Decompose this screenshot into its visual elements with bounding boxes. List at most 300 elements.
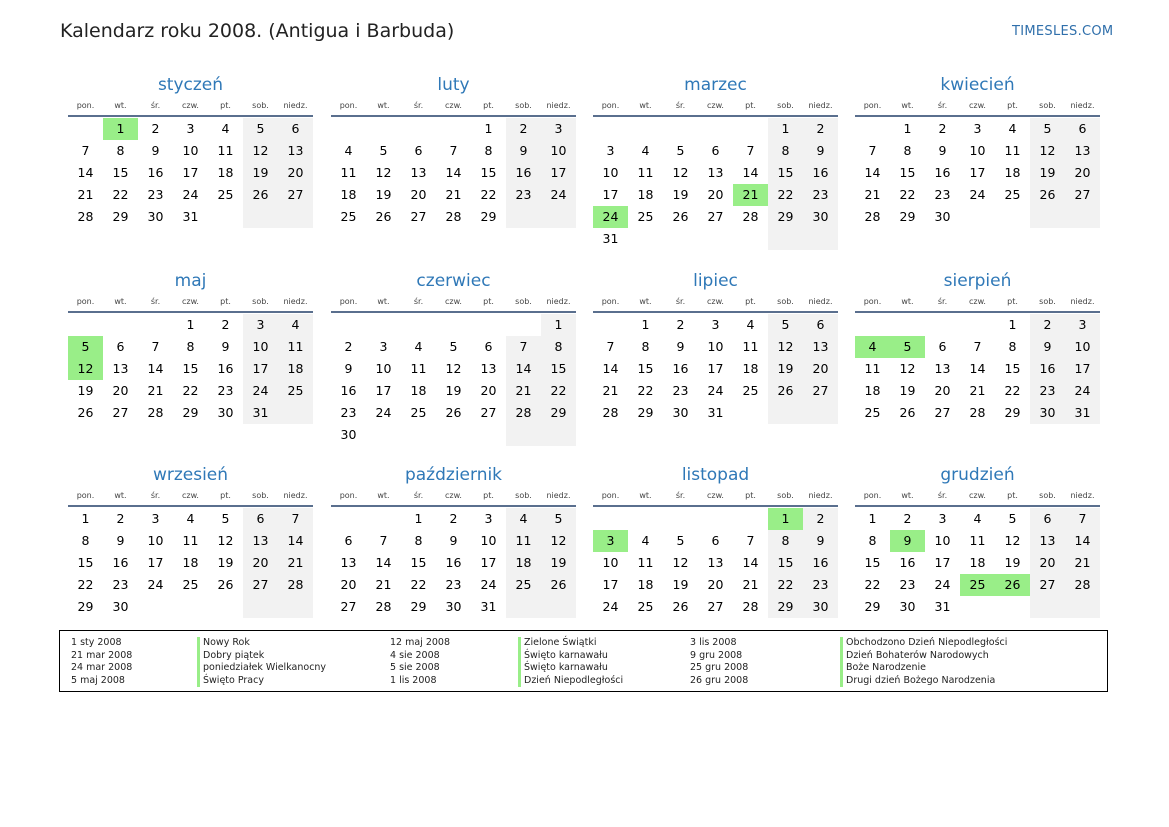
header-divider	[855, 115, 1100, 117]
day-cell: 30	[803, 206, 838, 228]
day-cell: 2	[803, 508, 838, 530]
day-cell: 6	[414, 143, 423, 158]
legend-holiday-name: Święto karnawału	[518, 650, 623, 663]
day-cell: 19	[672, 187, 689, 202]
day-cell: 20	[480, 383, 497, 398]
day-cell: 14	[602, 361, 619, 376]
day-cell: 23	[1030, 380, 1065, 402]
day-cell: 20	[934, 383, 951, 398]
day-cell: 25	[742, 383, 759, 398]
day-cell: 25	[960, 574, 995, 596]
empty-day-cell	[208, 206, 243, 228]
header-divider	[593, 311, 838, 313]
weekday-header	[68, 294, 313, 310]
day-cell: 26	[899, 405, 916, 420]
weekday-header	[593, 488, 838, 504]
weekday-label: śr.	[413, 101, 424, 110]
day-cell: 18	[340, 187, 357, 202]
day-cell: 19	[445, 383, 462, 398]
day-cell: 27	[278, 184, 313, 206]
day-cell: 22	[112, 187, 129, 202]
day-cell: 20	[803, 358, 838, 380]
month-calendar	[331, 72, 576, 228]
day-cell: 16	[803, 162, 838, 184]
day-cell: 19	[768, 358, 803, 380]
legend-holiday-name: Święto karnawału	[518, 662, 623, 675]
day-cell: 21	[278, 552, 313, 574]
day-cell: 23	[445, 577, 462, 592]
day-cell: 22	[410, 577, 427, 592]
days-grid	[593, 508, 838, 618]
weekday-label: śr.	[413, 297, 424, 306]
day-cell: 25	[278, 380, 313, 402]
day-cell: 3	[541, 118, 576, 140]
day-cell: 1	[641, 317, 650, 332]
day-cell: 15	[410, 555, 427, 570]
day-cell: 22	[182, 383, 199, 398]
empty-day-cell	[960, 314, 995, 336]
day-cell: 6	[1030, 508, 1065, 530]
day-cell: 26	[375, 209, 392, 224]
day-cell: 4	[641, 533, 650, 548]
day-cell: 12	[217, 533, 234, 548]
empty-day-cell	[68, 118, 103, 140]
empty-day-cell	[401, 424, 436, 446]
day-cell: 29	[864, 599, 881, 614]
legend-holiday-name: poniedziałek Wielkanocny	[197, 662, 326, 675]
empty-day-cell	[593, 508, 628, 530]
day-cell: 24	[541, 184, 576, 206]
legend-dates-column	[390, 637, 450, 687]
empty-day-cell	[401, 118, 436, 140]
weekday-label: pt.	[483, 297, 494, 306]
day-cell: 30	[934, 209, 951, 224]
day-cell: 21	[147, 383, 164, 398]
day-cell: 7	[746, 143, 755, 158]
day-cell: 12	[68, 358, 103, 380]
day-cell: 7	[506, 336, 541, 358]
weekday-header	[855, 294, 1100, 310]
day-cell: 10	[243, 336, 278, 358]
weekday-label: wt.	[901, 101, 914, 110]
empty-day-cell	[1030, 596, 1065, 618]
weekday-label: wt.	[901, 491, 914, 500]
empty-day-cell	[733, 508, 768, 530]
day-cell: 17	[1065, 358, 1100, 380]
legend-holiday-name: Dzień Niepodległości	[518, 675, 623, 688]
day-cell: 25	[410, 405, 427, 420]
month-name: styczeń	[157, 75, 224, 95]
day-cell: 26	[77, 405, 94, 420]
day-cell: 4	[641, 143, 650, 158]
month-name: marzec	[684, 75, 747, 95]
weekday-label: pt.	[220, 491, 231, 500]
day-cell: 28	[864, 209, 881, 224]
day-cell: 18	[1004, 165, 1021, 180]
day-cell: 20	[1065, 162, 1100, 184]
day-cell: 6	[243, 508, 278, 530]
legend-date: 21 mar 2008	[71, 649, 133, 661]
header-divider	[331, 115, 576, 117]
day-cell: 1	[484, 121, 493, 136]
day-cell: 9	[221, 339, 230, 354]
day-cell: 5	[541, 508, 576, 530]
day-cell: 23	[803, 184, 838, 206]
weekday-label: sob.	[777, 297, 794, 306]
month-name: listopad	[681, 465, 750, 485]
weekday-label: śr.	[937, 101, 948, 110]
day-cell: 8	[868, 533, 877, 548]
empty-day-cell	[366, 424, 401, 446]
day-cell: 11	[637, 555, 654, 570]
day-cell: 5	[768, 314, 803, 336]
empty-day-cell	[995, 206, 1030, 228]
weekday-label: pon.	[863, 491, 882, 500]
day-cell: 6	[711, 143, 720, 158]
day-cell: 18	[410, 383, 427, 398]
day-cell: 14	[864, 165, 881, 180]
weekday-label: śr.	[675, 491, 686, 500]
day-cell: 17	[375, 383, 392, 398]
day-cell: 11	[182, 533, 199, 548]
weekday-label: pt.	[220, 297, 231, 306]
day-cell: 21	[1065, 552, 1100, 574]
day-cell: 12	[1030, 140, 1065, 162]
day-cell: 7	[151, 339, 160, 354]
weekday-header	[593, 294, 838, 310]
day-cell: 31	[707, 405, 724, 420]
day-cell: 15	[768, 162, 803, 184]
empty-day-cell	[138, 596, 173, 618]
weekday-label: wt.	[114, 297, 127, 306]
day-cell: 31	[1065, 402, 1100, 424]
day-cell: 28	[506, 402, 541, 424]
weekday-label: niedz.	[283, 491, 308, 500]
day-cell: 20	[278, 162, 313, 184]
day-cell: 15	[112, 165, 129, 180]
weekday-header	[331, 488, 576, 504]
day-cell: 6	[484, 339, 493, 354]
day-cell: 16	[934, 165, 951, 180]
day-cell: 13	[278, 140, 313, 162]
day-cell: 12	[672, 165, 689, 180]
day-cell: 23	[899, 577, 916, 592]
empty-day-cell	[663, 508, 698, 530]
day-cell: 15	[864, 555, 881, 570]
legend-names-column	[840, 637, 1007, 687]
day-cell: 20	[1030, 552, 1065, 574]
day-cell: 16	[672, 361, 689, 376]
month-calendar	[593, 268, 838, 424]
day-cell: 30	[803, 596, 838, 618]
day-cell: 8	[414, 533, 423, 548]
day-cell: 28	[742, 209, 759, 224]
day-cell: 19	[1004, 555, 1021, 570]
day-cell: 27	[243, 574, 278, 596]
day-cell: 16	[1030, 358, 1065, 380]
day-cell: 1	[768, 508, 803, 530]
day-cell: 13	[243, 530, 278, 552]
day-cell: 27	[707, 599, 724, 614]
day-cell: 18	[506, 552, 541, 574]
day-cell: 30	[112, 599, 129, 614]
weekday-label: niedz.	[283, 297, 308, 306]
weekday-label: pon.	[76, 491, 95, 500]
empty-day-cell	[995, 596, 1030, 618]
header-divider	[68, 505, 313, 507]
day-cell: 30	[217, 405, 234, 420]
weekday-label: pon.	[863, 101, 882, 110]
day-cell: 9	[506, 140, 541, 162]
legend-date: 24 mar 2008	[71, 662, 133, 673]
weekday-header	[68, 488, 313, 504]
day-cell: 11	[217, 143, 234, 158]
weekday-label: pon.	[601, 297, 620, 306]
weekday-label: pon.	[863, 297, 882, 306]
day-cell: 23	[112, 577, 129, 592]
day-cell: 28	[742, 599, 759, 614]
day-cell: 23	[340, 405, 357, 420]
day-cell: 24	[147, 577, 164, 592]
day-cell: 22	[864, 577, 881, 592]
day-cell: 27	[1065, 184, 1100, 206]
day-cell: 7	[81, 143, 90, 158]
day-cell: 19	[243, 162, 278, 184]
day-cell: 21	[602, 383, 619, 398]
day-cell: 16	[340, 383, 357, 398]
day-cell: 14	[77, 165, 94, 180]
day-cell: 26	[541, 574, 576, 596]
day-cell: 17	[243, 358, 278, 380]
day-cell: 1	[81, 511, 90, 526]
day-cell: 7	[973, 339, 982, 354]
day-cell: 26	[217, 577, 234, 592]
weekday-label: śr.	[937, 491, 948, 500]
empty-day-cell	[855, 118, 890, 140]
day-cell: 1	[768, 118, 803, 140]
day-cell: 28	[278, 574, 313, 596]
empty-day-cell	[663, 228, 698, 250]
days-grid	[331, 508, 576, 618]
day-cell: 10	[1065, 336, 1100, 358]
weekday-label: sob.	[515, 297, 532, 306]
day-cell: 6	[803, 314, 838, 336]
day-cell: 2	[344, 339, 353, 354]
day-cell: 4	[1008, 121, 1017, 136]
page-title: Kalendarz roku 2008. (Antigua i Barbuda)	[60, 20, 455, 42]
empty-day-cell	[1030, 206, 1065, 228]
day-cell: 21	[375, 577, 392, 592]
day-cell: 4	[855, 336, 890, 358]
day-cell: 1	[186, 317, 195, 332]
day-cell: 27	[480, 405, 497, 420]
day-cell: 25	[506, 574, 541, 596]
empty-day-cell	[278, 206, 313, 228]
weekday-label: wt.	[639, 297, 652, 306]
day-cell: 3	[593, 530, 628, 552]
day-cell: 22	[768, 184, 803, 206]
day-cell: 17	[969, 165, 986, 180]
day-cell: 24	[243, 380, 278, 402]
empty-day-cell	[436, 424, 471, 446]
day-cell: 14	[969, 361, 986, 376]
day-cell: 15	[182, 361, 199, 376]
day-cell: 12	[768, 336, 803, 358]
days-grid	[68, 118, 313, 228]
legend-holiday-name: Drugi dzień Bożego Narodzenia	[840, 675, 1007, 688]
legend-date: 26 gru 2008	[690, 674, 749, 686]
day-cell: 5	[1030, 118, 1065, 140]
weekday-label: niedz.	[1070, 101, 1095, 110]
day-cell: 20	[707, 187, 724, 202]
day-cell: 28	[77, 209, 94, 224]
empty-day-cell	[1065, 596, 1100, 618]
day-cell: 12	[445, 361, 462, 376]
day-cell: 11	[410, 361, 427, 376]
legend-names-column	[518, 637, 623, 687]
day-cell: 5	[890, 336, 925, 358]
day-cell: 1	[414, 511, 423, 526]
day-cell: 14	[1065, 530, 1100, 552]
day-cell: 8	[81, 533, 90, 548]
day-cell: 30	[147, 209, 164, 224]
day-cell: 2	[449, 511, 458, 526]
weekday-label: czw.	[445, 297, 462, 306]
day-cell: 18	[637, 187, 654, 202]
day-cell: 7	[379, 533, 388, 548]
day-cell: 2	[803, 118, 838, 140]
weekday-label: niedz.	[808, 101, 833, 110]
weekday-label: wt.	[639, 491, 652, 500]
day-cell: 11	[506, 530, 541, 552]
weekday-label: sob.	[1039, 491, 1056, 500]
empty-day-cell	[803, 228, 838, 250]
weekday-label: niedz.	[546, 491, 571, 500]
day-cell: 26	[672, 209, 689, 224]
day-cell: 13	[410, 165, 427, 180]
day-cell: 4	[973, 511, 982, 526]
day-cell: 27	[410, 209, 427, 224]
days-grid	[855, 508, 1100, 618]
month-calendar	[68, 72, 313, 228]
day-cell: 15	[637, 361, 654, 376]
day-cell: 27	[112, 405, 129, 420]
weekday-label: sob.	[777, 491, 794, 500]
weekday-header	[68, 98, 313, 114]
day-cell: 12	[899, 361, 916, 376]
empty-day-cell	[401, 314, 436, 336]
day-cell: 8	[641, 339, 650, 354]
empty-day-cell	[331, 118, 366, 140]
empty-day-cell	[138, 314, 173, 336]
day-cell: 29	[112, 209, 129, 224]
header-divider	[68, 311, 313, 313]
days-grid	[68, 508, 313, 618]
weekday-header	[855, 488, 1100, 504]
empty-day-cell	[278, 596, 313, 618]
weekday-label: wt.	[114, 491, 127, 500]
weekday-label: czw.	[969, 297, 986, 306]
day-cell: 18	[278, 358, 313, 380]
day-cell: 12	[375, 165, 392, 180]
empty-day-cell	[925, 314, 960, 336]
day-cell: 13	[934, 361, 951, 376]
day-cell: 14	[506, 358, 541, 380]
day-cell: 9	[344, 361, 353, 376]
day-cell: 2	[506, 118, 541, 140]
day-cell: 18	[217, 165, 234, 180]
day-cell: 29	[899, 209, 916, 224]
day-cell: 25	[182, 577, 199, 592]
empty-day-cell	[331, 508, 366, 530]
day-cell: 15	[77, 555, 94, 570]
weekday-label: czw.	[182, 491, 199, 500]
weekday-label: pon.	[601, 101, 620, 110]
month-name: wrzesień	[152, 465, 229, 485]
weekday-label: pon.	[601, 491, 620, 500]
day-cell: 24	[593, 206, 628, 228]
empty-day-cell	[698, 508, 733, 530]
day-cell: 18	[182, 555, 199, 570]
day-cell: 21	[742, 577, 759, 592]
weekday-label: śr.	[675, 297, 686, 306]
empty-day-cell	[733, 228, 768, 250]
day-cell: 27	[1030, 574, 1065, 596]
legend-holiday-name: Nowy Rok	[197, 637, 326, 650]
day-cell: 28	[375, 599, 392, 614]
day-cell: 27	[934, 405, 951, 420]
legend-names-column	[197, 637, 326, 687]
day-cell: 23	[217, 383, 234, 398]
day-cell: 25	[637, 209, 654, 224]
day-cell: 28	[969, 405, 986, 420]
weekday-label: pon.	[339, 101, 358, 110]
weekday-label: pt.	[220, 101, 231, 110]
day-cell: 3	[243, 314, 278, 336]
empty-day-cell	[366, 508, 401, 530]
weekday-label: czw.	[707, 491, 724, 500]
weekday-label: pt.	[1007, 297, 1018, 306]
empty-day-cell	[628, 118, 663, 140]
weekday-label: czw.	[969, 101, 986, 110]
empty-day-cell	[628, 228, 663, 250]
day-cell: 19	[217, 555, 234, 570]
day-cell: 14	[375, 555, 392, 570]
month-calendar	[593, 72, 838, 250]
day-cell: 5	[379, 143, 388, 158]
empty-day-cell	[436, 314, 471, 336]
day-cell: 4	[344, 143, 353, 158]
day-cell: 31	[480, 599, 497, 614]
day-cell: 25	[340, 209, 357, 224]
day-cell: 21	[969, 383, 986, 398]
weekday-label: niedz.	[546, 297, 571, 306]
day-cell: 12	[541, 530, 576, 552]
weekday-label: pt.	[1007, 101, 1018, 110]
day-cell: 10	[969, 143, 986, 158]
day-cell: 31	[934, 599, 951, 614]
site-link[interactable]: TIMESLES.COM	[1012, 24, 1114, 39]
day-cell: 21	[864, 187, 881, 202]
day-cell: 29	[637, 405, 654, 420]
day-cell: 10	[541, 140, 576, 162]
month-calendar	[331, 268, 576, 446]
month-calendar	[593, 462, 838, 618]
day-cell: 18	[742, 361, 759, 376]
day-cell: 10	[934, 533, 951, 548]
day-cell: 13	[1065, 140, 1100, 162]
empty-day-cell	[768, 228, 803, 250]
